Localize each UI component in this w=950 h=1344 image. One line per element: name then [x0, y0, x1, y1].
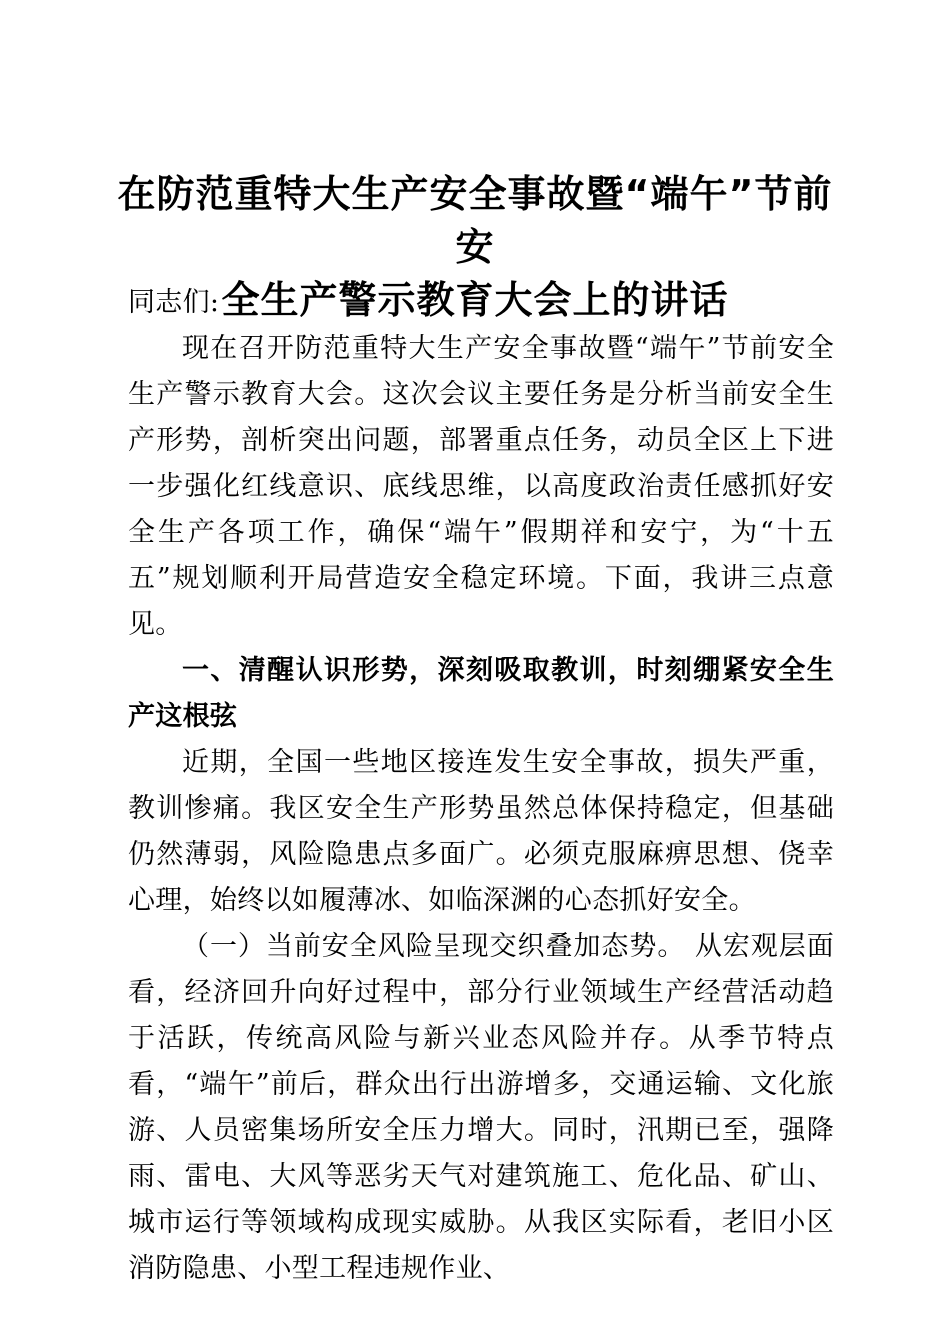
section-heading-1: 一、清醒认识形势，深刻吸取教训，时刻绷紧安全生产这根弦	[128, 655, 834, 732]
salutation: 同志们:	[128, 287, 220, 318]
paragraph-section-1: 近期，全国一些地区接连发生安全事故，损失严重，教训惨痛。我区安全生产形势虽然总体保持稳定，但基础仍然薄弱，风险隐患点多面广。必须克服麻痹思想、侥幸心理，始终以如履薄冰、如临深渊的心态抓好安全。	[128, 747, 834, 916]
document-body	[128, 280, 834, 1292]
paragraph-subsection-1: （一）当前安全风险呈现交织叠加态势。 从宏观层面看，经济回升向好过程中，部分行业领域生产经营活动趋于活跃，传统高风险与新兴业态风险并存。从季节特点看，“端午”前后，群众出行出游增多，交通运输、文化旅游、人员密集场所安全压力增大。同时，汛期已至，强降雨、雷电、大风等恶劣天气对建筑施工、危化品、矿山、城市运行等领域构成现实威胁。从我区实际看，老旧小区消防隐患、小型工程违规作业、	[128, 931, 834, 1284]
title-line-2: 全生产警示教育大会上的讲话	[221, 278, 729, 322]
title-line-1: 在防范重特大生产安全事故暨“端午”节前安	[117, 172, 833, 269]
paragraph-intro: 现在召开防范重特大生产安全事故暨“端午”节前安全生产警示教育大会。这次会议主要任务是分析当前安全生产形势，剖析突出问题，部署重点任务，动员全区上下进一步强化红线意识、底线思维，以高度政治责任感抓好安全生产各项工作，确保“端午”假期祥和安宁，为“十五五”规划顺利开局营造安全稳定环境。下面，我讲三点意见。	[128, 333, 834, 640]
